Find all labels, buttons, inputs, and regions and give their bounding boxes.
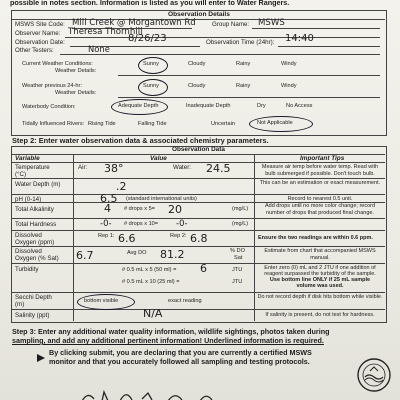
- secchi-exact-reading[interactable]: exact reading: [168, 298, 202, 304]
- secchi-bottom-visible[interactable]: bottom visible: [84, 298, 119, 304]
- time-label: Observation Time (24hr):: [206, 39, 275, 46]
- site-code-label: MSWS Site Code:: [15, 21, 65, 28]
- group-name-value[interactable]: MSWS: [258, 18, 285, 28]
- current-weather-sunny[interactable]: Sunny: [143, 61, 159, 67]
- secchi-tip: Do not record depth if disk hits bottom while visible.: [257, 294, 383, 300]
- current-weather-windy[interactable]: Windy: [281, 61, 297, 67]
- tidal-uncertain[interactable]: Uncertain: [211, 121, 235, 127]
- do-sat-label: Dissolved: [15, 248, 42, 255]
- group-name-label: Group Name:: [212, 21, 250, 28]
- prev-weather-cloudy[interactable]: Cloudy: [188, 83, 206, 89]
- do-ppm-label: Dissolved: [15, 232, 42, 239]
- time-value[interactable]: 14:40: [285, 33, 314, 44]
- air-value[interactable]: 38°: [104, 162, 124, 175]
- step3-text2: sampling, and add any additional pertinent information! Underlined information is required.: [12, 336, 324, 345]
- pct-do-label: % DO: [230, 248, 245, 254]
- turbidity-line2-unit: JTU: [232, 279, 243, 285]
- other-testers-label: Other Testers:: [15, 47, 54, 54]
- do-sat-tip: Estimate from chart that accompanied MSWS manual.: [264, 248, 376, 261]
- waterbody-inadequate[interactable]: Inadequate Depth: [186, 103, 231, 109]
- col-value: Value: [150, 155, 167, 162]
- alkalinity-tip: Add drops until no more color change; record number of drops that produced final change.: [264, 203, 376, 216]
- ph-unit: (standard international units): [126, 196, 197, 202]
- hardness-result[interactable]: -0-: [176, 219, 188, 229]
- top-instruction: possible in notes section. Information is listed as you will enter to Water Rangers.: [10, 0, 290, 7]
- water-depth-value[interactable]: .2: [116, 180, 127, 193]
- waterbody-adequate[interactable]: Adequate Depth: [118, 103, 159, 109]
- other-testers-value[interactable]: None: [88, 44, 110, 54]
- alkalinity-drops[interactable]: 4: [104, 202, 111, 215]
- do-ppm-label2: Oxygen (ppm): [15, 239, 55, 246]
- do-ppm-tip: Ensure the two readings are within 0.6 ppm.: [258, 235, 373, 241]
- turbidity-line2: # 0.5 mL x 10 (25 ml) =: [122, 279, 180, 285]
- temperature-tip: Measure air temp before water temp. Read with bulb submerged if possible. Don't touch bulb.: [261, 164, 379, 177]
- water-depth-tip: This can be an estimation or exact measurement.: [259, 180, 381, 186]
- tidal-falling[interactable]: Falling Tide: [138, 121, 167, 127]
- rep2-label: Rep 2:: [170, 233, 187, 239]
- observation-details-title: Observation Details: [168, 11, 230, 18]
- alkalinity-label: Total Alkalinity: [15, 206, 54, 213]
- water-depth-label: Water Depth (m): [15, 181, 61, 188]
- prev-weather-rainy[interactable]: Rainy: [236, 83, 251, 89]
- salinity-value[interactable]: N/A: [143, 307, 163, 320]
- current-weather-label: Current Weather Conditions:: [22, 61, 93, 67]
- date-value[interactable]: 8/26/23: [128, 33, 167, 44]
- step2-title: Step 2: Enter water observation data & associated chemistry parameters.: [12, 136, 269, 145]
- turbidity-tip4: volume was used.: [296, 283, 344, 289]
- hardness-label: Total Hardness: [15, 221, 57, 228]
- bottom-handwriting-scribble: [80, 389, 240, 400]
- rep2-value[interactable]: 6.8: [190, 232, 208, 245]
- rep1-value[interactable]: 6.6: [118, 232, 136, 245]
- turbidity-line1-unit: JTU: [232, 267, 243, 273]
- observation-data-title: Observation Data: [172, 146, 225, 153]
- pointer-triangle-icon: [36, 350, 46, 368]
- turbidity-tip2: reagent surpassed the turbidity of the sample.: [264, 271, 376, 277]
- pct-do-sat: Sat: [234, 255, 243, 261]
- ph-value[interactable]: 6.5: [100, 192, 118, 205]
- turbidity-line1: # 0.5 mL x 5 (50 ml) =: [122, 267, 177, 273]
- tidal-not-applicable[interactable]: Not Applicable: [257, 120, 293, 126]
- tidal-rising[interactable]: Rising Tide: [88, 121, 116, 127]
- alkalinity-formula: # drops x 5=: [124, 206, 155, 212]
- water-label: Water:: [173, 164, 191, 171]
- do-sat-label2: Oxygen (% Sat): [15, 255, 59, 262]
- turbidity-tip1: Enter zero (0) mL and 2 JTU if one addition of: [264, 265, 376, 271]
- turbidity-tip3: Use bottom line ONLY if 25 mL sample: [269, 277, 371, 283]
- prev-weather-windy[interactable]: Windy: [281, 83, 297, 89]
- prev-weather-details-label: Weather Details:: [55, 90, 97, 96]
- temperature-unit: (°C): [15, 171, 27, 178]
- current-weather-details-label: Weather Details:: [55, 68, 97, 74]
- site-code-value[interactable]: Mill Creek @ Morgantown Rd: [72, 18, 196, 28]
- hardness-unit: (mg/L): [232, 221, 249, 227]
- secchi-unit: (m): [15, 301, 25, 308]
- col-variable: Variable: [15, 155, 40, 162]
- msws-seal-logo: [356, 357, 392, 398]
- hardness-drops[interactable]: -0-: [100, 219, 112, 229]
- turbidity-label: Turbidity: [15, 266, 39, 273]
- hardness-formula: # drops x 10=: [124, 221, 159, 227]
- prev-weather-label: Weather previous 24-hr:: [22, 83, 82, 89]
- observer-label: Observer Name:: [15, 30, 61, 37]
- salinity-label: Salinity (ppt): [15, 312, 50, 319]
- waterbody-dry[interactable]: Dry: [257, 103, 266, 109]
- step3-text4: monitor and that you accurately followed all sampling and testing protocols.: [49, 357, 310, 366]
- col-tips: Important Tips: [300, 155, 345, 162]
- prev-weather-sunny[interactable]: Sunny: [143, 83, 159, 89]
- step3-text3: By clicking submit, you are declaring that you are currently a certified MSWS: [49, 348, 312, 357]
- alkalinity-unit: (mg/L): [232, 206, 249, 212]
- rep1-label: Rep 1:: [98, 233, 115, 239]
- temperature-label: Temperature: [15, 164, 50, 171]
- observer-value[interactable]: Theresa Thornhill: [68, 27, 143, 37]
- avg-do-value[interactable]: 81.2: [160, 248, 185, 261]
- alkalinity-result[interactable]: 20: [168, 203, 182, 216]
- ph-tip: Record to nearest 0.5 unit.: [287, 196, 353, 202]
- water-value[interactable]: 24.5: [206, 162, 231, 175]
- avg-do-label: Avg DO: [127, 250, 147, 256]
- salinity-tip: If salinity is present, do not test for hardness.: [265, 312, 375, 318]
- date-label: Observation Date:: [15, 39, 65, 46]
- current-weather-rainy[interactable]: Rainy: [236, 61, 251, 67]
- ph-label: pH (0-14): [15, 196, 42, 203]
- secchi-label: Secchi Depth: [15, 294, 52, 301]
- step3-text1: Step 3: Enter any additional water quality information, wildlife sightings, photos taken during: [12, 327, 330, 336]
- waterbody-no-access[interactable]: No Access: [286, 103, 313, 109]
- turbidity-line1-value[interactable]: 6: [200, 262, 207, 275]
- air-label: Air:: [78, 164, 88, 171]
- tidal-label: Tidally Influenced Rivers:: [22, 121, 85, 127]
- do-ppm-avg-value[interactable]: 6.7: [76, 249, 94, 262]
- waterbody-label: Waterbody Condition:: [22, 104, 76, 110]
- current-weather-cloudy[interactable]: Cloudy: [188, 61, 206, 67]
